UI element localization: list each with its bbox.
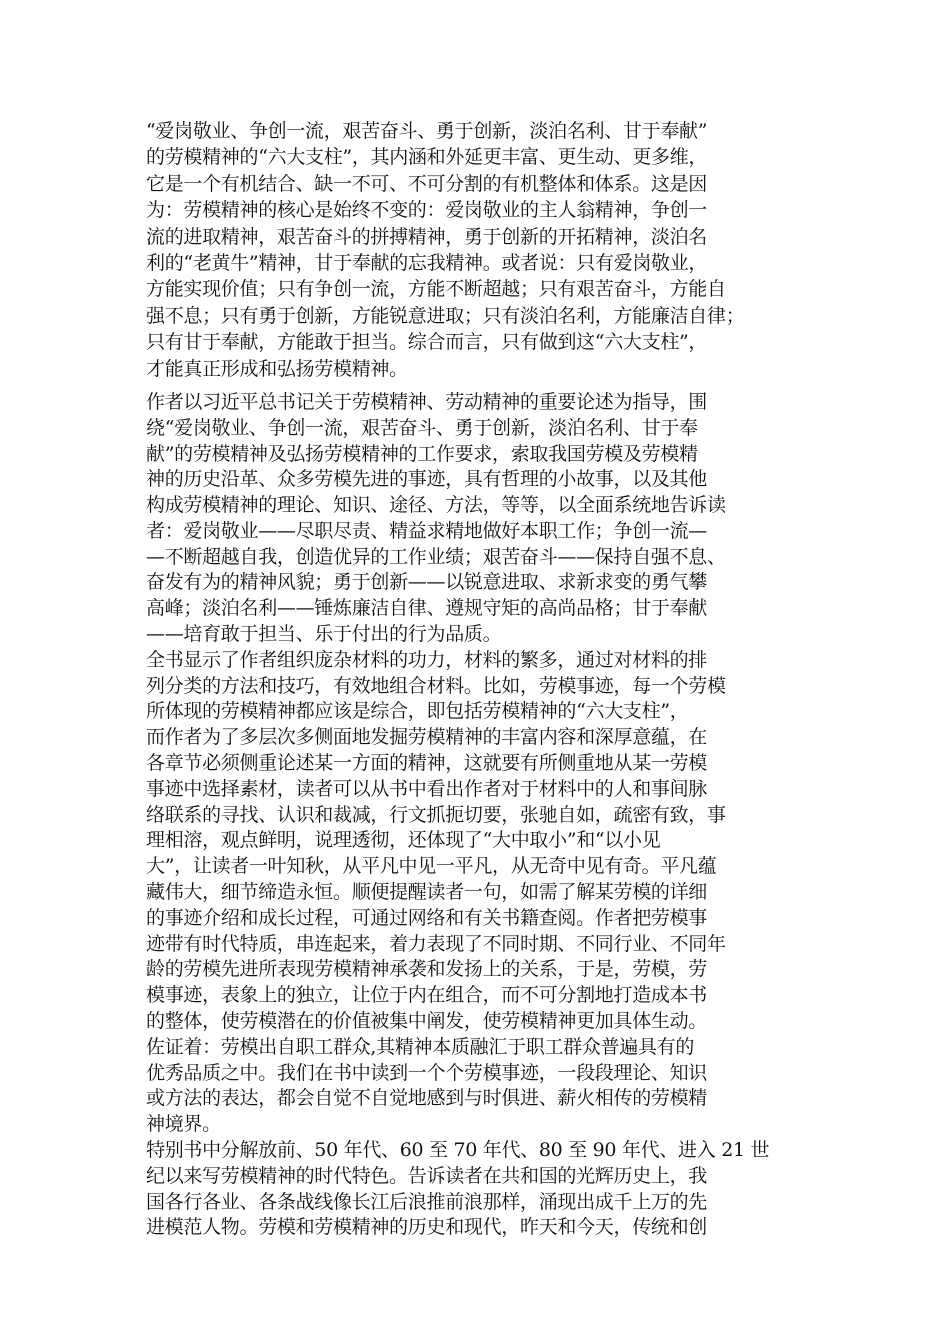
text-line: 迹带有时代特质，串连起来，着力表现了不同时期、不同行业、不同年 xyxy=(146,932,726,955)
text-line: 神境界。 xyxy=(146,1113,221,1136)
text-line: ——培育敢于担当、乐于付出的行为品质。 xyxy=(146,623,502,646)
text-line: 才能真正形成和弘扬劳模精神。 xyxy=(146,357,408,380)
text-line: 的整体，使劳模潜在的价值被集中阐发，使劳模精神更加具体生动。 xyxy=(146,1010,708,1033)
text-line: 模事迹，表象上的独立，让位于内在组合，而不可分割地打造成本书 xyxy=(146,984,708,1007)
text-line: 龄的劳模先进所表现劳模精神承袭和发扬上的关系，于是，劳模，劳 xyxy=(146,958,708,981)
text-line: 所体现的劳模精神都应该是综合，即包括劳模精神的“六大支柱”， xyxy=(146,700,689,723)
text-line: 为：劳模精神的核心是始终不变的：爱岗敬业的主人翁精神，争创一 xyxy=(146,199,708,222)
text-line: 作者以习近平总书记关于劳模精神、劳动精神的重要论述为指导，围 xyxy=(146,390,708,413)
text-line: 利的“老黄牛”精神，甘于奉献的忘我精神。或者说：只有爱岗敬业， xyxy=(146,251,708,274)
text-line: 进模范人物。劳模和劳模精神的历史和现代，昨天和今天，传统和创 xyxy=(146,1216,708,1239)
text-line: 而作者为了多层次多侧面地发掘劳模精神的丰富内容和深厚意蕴，在 xyxy=(146,726,708,749)
text-line: 理相溶，观点鲜明，说理透彻，还体现了“大中取小”和“以小见 xyxy=(146,829,661,852)
paragraph-author-review xyxy=(146,390,808,1241)
text-line: 献”的劳模精神及弘扬劳模精神的工作要求，索取我国劳模及劳模精 xyxy=(146,442,698,465)
text-line: 国各行各业、各条战线像长江后浪推前浪那样，涌现出成千上万的先 xyxy=(146,1190,708,1213)
document-page xyxy=(146,118,808,1241)
text-line: 构成劳模精神的理论、知识、途径、方法，等等，以全面系统地告诉读 xyxy=(146,494,726,517)
text-line: 的事迹介绍和成长过程，可通过网络和有关书籍查阅。作者把劳模事 xyxy=(146,906,708,929)
text-line: 列分类的方法和技巧，有效地组合材料。比如，劳模事迹，每一个劳模 xyxy=(146,674,726,697)
paragraph-six-pillars xyxy=(146,118,808,382)
text-line: “爱岗敬业、争创一流，艰苦奋斗、勇于创新，淡泊名利、甘于奉献” xyxy=(146,120,708,142)
text-line: 强不息；只有勇于创新，方能锐意进取；只有淡泊名利，方能廉洁自律； xyxy=(146,304,745,327)
text-line: 绕“爱岗敬业、争创一流，艰苦奋斗、勇于创新，淡泊名利、甘于奉 xyxy=(146,416,698,439)
text-line: 奋发有为的精神风貌；勇于创新——以锐意进取、求新求变的勇气攀 xyxy=(146,571,708,594)
text-line: 纪以来写劳模精神的时代特色。告诉读者在共和国的光辉历史上，我 xyxy=(146,1164,708,1187)
text-line: 藏伟大，细节缔造永恒。顺便提醒读者一句，如需了解某劳模的详细 xyxy=(146,881,708,904)
text-line: 全书显示了作者组织庞杂材料的功力，材料的繁多，通过对材料的排 xyxy=(146,648,708,671)
text-line: 事迹中选择素材，读者可以从书中看出作者对于材料中的人和事间脉 xyxy=(146,777,708,800)
text-line: 它是一个有机结合、缺一不可、不可分割的有机整体和体系。这是因 xyxy=(146,172,708,195)
text-line: 高峰；淡泊名利——锤炼廉洁自律、遵规守矩的高尚品格；甘于奉献 xyxy=(146,597,708,620)
text-line: 优秀品质之中。我们在书中读到一个个劳模事迹，一段段理论、知识 xyxy=(146,1061,708,1084)
text-line: 络联系的寻找、认识和裁减，行文抓扼切要，张驰自如，疏密有致，事 xyxy=(146,803,726,826)
text-line: 只有甘于奉献，方能敢于担当。综合而言，只有做到这“六大支柱”， xyxy=(146,331,708,354)
text-line: —不断超越自我，创造优异的工作业绩；艰苦奋斗——保持自强不息、 xyxy=(146,545,726,568)
text-line: 者：爱岗敬业——尽职尽责、精益求精地做好本职工作；争创一流— xyxy=(146,519,708,542)
text-line: 大”，让读者一叶知秋，从平凡中见一平凡，从无奇中见有奇。平凡蕴 xyxy=(146,855,717,878)
text-line: 各章节必须侧重论述某一方面的精神，这就要有所侧重地从某一劳模 xyxy=(146,752,708,775)
text-line: 特别书中分解放前、50 年代、60 至 70 年代、80 至 90 年代、进入 21 世 xyxy=(146,1139,770,1162)
text-line: 或方法的表达，都会自觉不自觉地感到与时俱进、薪火相传的劳模精 xyxy=(146,1087,708,1110)
text-line: 方能实现价值；只有争创一流，方能不断超越；只有艰苦奋斗，方能自 xyxy=(146,278,726,301)
text-line: 佐证着：劳模出自职工群众,其精神本质融汇于职工群众普遍具有的 xyxy=(146,1035,695,1058)
text-line: 流的进取精神，艰苦奋斗的拼搏精神，勇于创新的开拓精神，淡泊名 xyxy=(146,225,708,248)
text-line: 的劳模精神的“六大支柱”，其内涵和外延更丰富、更生动、更多维， xyxy=(146,146,708,169)
text-line: 神的历史沿革、众多劳模先进的事迹，具有哲理的小故事，以及其他 xyxy=(146,468,708,491)
